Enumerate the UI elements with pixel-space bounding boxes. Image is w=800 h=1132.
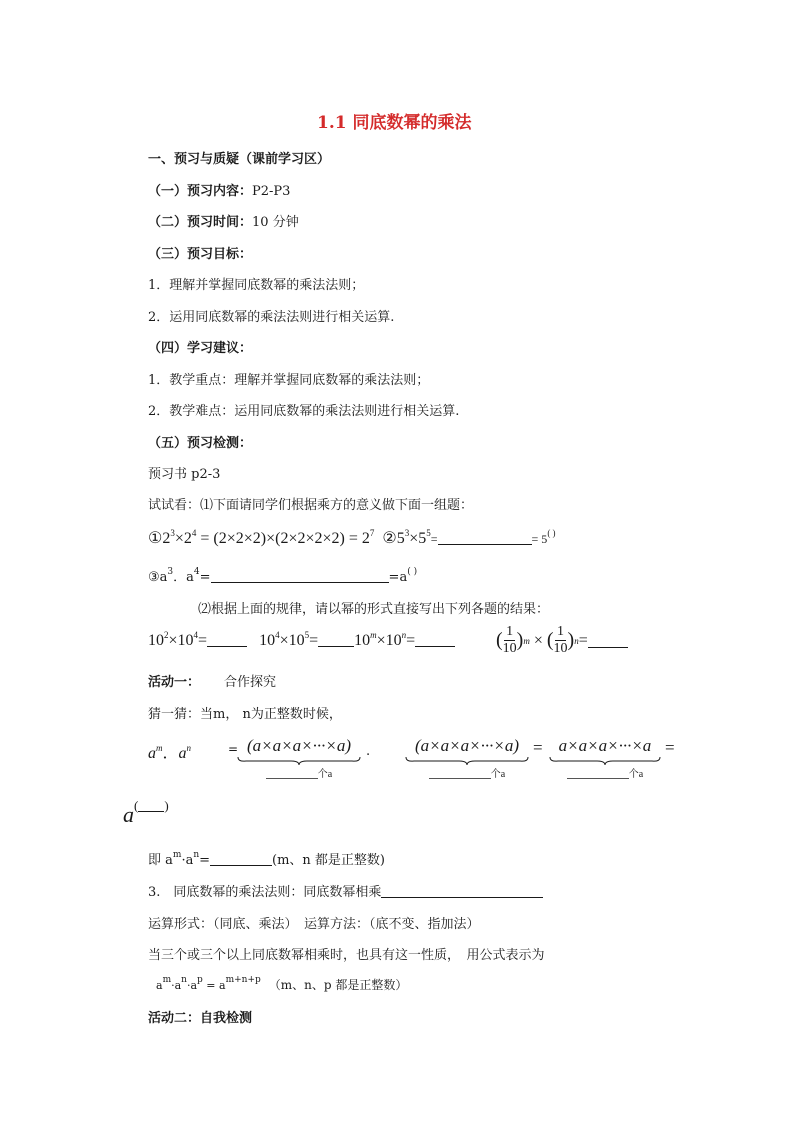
- eq4-exp: n: [186, 743, 192, 753]
- formula-result: = a: [202, 979, 226, 992]
- eq1-base: 5: [396, 530, 405, 547]
- try-instruction: 试试看：⑴下面请同学们根据乘方的意义做下面一组题：: [148, 498, 474, 513]
- eq4-base: a: [148, 745, 156, 762]
- eq1-base: 2: [162, 530, 171, 547]
- answer-blank[interactable]: [211, 568, 389, 583]
- section-heading: 一、预习与质疑（课前学习区）: [148, 152, 331, 167]
- eq3-exp: n: [401, 630, 407, 640]
- formula-base: ·a: [171, 979, 182, 992]
- activity-1-title: 合作探究: [224, 675, 277, 690]
- fraction: [503, 624, 517, 657]
- goal-1: 1．理解并掌握同底数幂的乘法法则；: [148, 278, 365, 293]
- eq1-result: = 5: [531, 532, 548, 546]
- multiplication-law: [148, 881, 543, 900]
- count-unit: 个a: [317, 769, 333, 780]
- count-label: [236, 765, 362, 780]
- product-expression: a×a×a×···×a: [558, 736, 652, 755]
- answer-blank[interactable]: [318, 632, 354, 647]
- eq2-equals: =: [199, 570, 211, 585]
- product-expression: (a×a×a×···×a): [247, 736, 351, 755]
- fraction-denominator: 10: [502, 641, 517, 656]
- formula-exp: n: [181, 975, 187, 985]
- eq1-exp: 4: [191, 528, 197, 538]
- product-expression: (a×a×a×···×a): [415, 736, 519, 755]
- eq1-op: ×: [174, 530, 184, 547]
- underbrace-icon: [404, 756, 530, 765]
- eq1-exp: 3: [170, 528, 175, 538]
- eq3-op: ×10: [168, 632, 194, 649]
- eq3-exp: 5: [304, 630, 310, 640]
- answer-blank[interactable]: [415, 632, 455, 647]
- preview-time: [148, 211, 299, 230]
- eq4-exp: m: [156, 743, 163, 753]
- times-sign: ×: [533, 631, 543, 649]
- eq1-exp: 5: [426, 528, 431, 538]
- circled-1: ①: [148, 530, 163, 547]
- left-paren: (: [546, 629, 554, 651]
- preview-time-value: 10 分钟: [252, 215, 299, 230]
- exponent-blank[interactable]: [138, 801, 164, 812]
- equation-3: [148, 632, 455, 650]
- exponent-blank: ( ): [407, 567, 418, 577]
- eq2-base: ．a: [173, 570, 194, 585]
- eq2-exp: 3: [167, 567, 174, 577]
- eq2-base: ③a: [148, 570, 168, 585]
- page-title: 1.1 同底数幂的乘法: [317, 113, 472, 133]
- result-note: (m、n 都是正整数): [272, 853, 386, 868]
- preview-time-label: （二）预习时间：: [148, 215, 253, 230]
- preview-goal-label: （三）预习目标：: [148, 247, 253, 262]
- preview-content-value: P2-P3: [252, 184, 291, 199]
- eq1-exp: 3: [404, 528, 410, 538]
- grouped-product-3: [548, 736, 662, 782]
- underbrace-icon: [236, 756, 362, 765]
- eq2-result: =a: [388, 570, 408, 585]
- equation-1: [148, 528, 556, 548]
- eq3-exp: m: [370, 630, 377, 640]
- exponent-blank: ( ): [547, 528, 556, 538]
- eq3-equals: =: [406, 632, 416, 649]
- eq3-equals: =: [198, 632, 208, 649]
- eq3-base: 10: [148, 632, 164, 649]
- eq3-equals: =: [578, 631, 588, 649]
- rule-instruction: ⑵根据上面的规律，请以幂的形式直接写出下列各题的结果：: [198, 602, 550, 617]
- study-advice-label: （四）学习建议：: [148, 341, 253, 356]
- formula-exp: m+n+p: [225, 975, 261, 985]
- exponent-paren: ( ): [134, 798, 169, 813]
- eq3-op: ×10: [279, 632, 305, 649]
- count-blank[interactable]: [266, 768, 318, 779]
- guess-prompt: 猜一猜：当m， n为正整数时候，: [148, 707, 342, 722]
- eq4-equals: =: [533, 738, 543, 757]
- eq3-exp: 2: [164, 630, 169, 640]
- grouped-product-2: [404, 736, 530, 782]
- eq1-base: 5: [418, 530, 427, 547]
- eq3-exp: 4: [193, 630, 199, 640]
- count-blank[interactable]: [567, 768, 629, 779]
- advice-1: 1．教学重点：理解并掌握同底数幂的乘法法则；: [148, 373, 430, 388]
- underbrace-group: [548, 736, 662, 780]
- grouped-product-1: [236, 736, 362, 782]
- circled-2: ②: [382, 530, 397, 547]
- advice-2: 2．教学难点：运用同底数幂的乘法法则进行相关运算.: [148, 404, 460, 419]
- eq3-base: 10: [354, 632, 371, 649]
- formula-exp: p: [197, 975, 203, 985]
- count-label: [548, 765, 662, 780]
- eq3-exp: 4: [275, 630, 280, 640]
- formula-base: ·a: [186, 979, 198, 992]
- activity-1: [148, 671, 276, 690]
- fraction-numerator: 1: [557, 624, 565, 639]
- operation-form: 运算形式：（同底、乘法） 运算方法：（底不变、指加法）: [148, 917, 480, 932]
- fraction-denominator: 10: [553, 641, 568, 656]
- fraction: [554, 624, 568, 657]
- eq1-equals: =: [430, 532, 438, 546]
- answer-blank[interactable]: [438, 530, 532, 545]
- eq1-rhs: = (2×2×2)×(2×2×2×2) = 2: [200, 530, 370, 547]
- answer-blank[interactable]: [381, 883, 543, 898]
- result-exp: n: [193, 850, 200, 860]
- activity-1-label: 活动一：: [148, 675, 201, 690]
- formula-base: a: [156, 979, 163, 992]
- result-equals: =: [199, 853, 211, 868]
- eq3-op: ×10: [376, 632, 402, 649]
- answer-blank[interactable]: [210, 851, 272, 866]
- eq1-op: ×: [409, 530, 419, 547]
- goal-2: 2．运用同底数幂的乘法法则进行相关运算.: [148, 310, 395, 325]
- equation-2: [148, 566, 417, 585]
- left-paren: (: [496, 629, 503, 651]
- eq4-equals: =: [665, 738, 675, 757]
- underbrace-group: [236, 736, 362, 780]
- right-paren: ): [516, 629, 524, 651]
- underbrace-group: [404, 736, 530, 780]
- eq1-base: 2: [183, 530, 192, 547]
- eq4-dot: ．: [162, 745, 179, 762]
- book-reference: 预习书 p2-3: [148, 467, 221, 482]
- eq2-exp: 4: [193, 567, 200, 577]
- formula-exp: m: [162, 975, 172, 985]
- preview-content: [148, 180, 290, 199]
- activity-2-heading: 活动二：自我检测: [148, 1011, 253, 1026]
- count-label: [404, 765, 530, 780]
- eq3-equals: =: [309, 632, 319, 649]
- answer-blank[interactable]: [588, 633, 628, 648]
- equation-4-left: [148, 740, 191, 763]
- count-unit: 个a: [490, 769, 506, 780]
- eq1-exp: 7: [369, 528, 375, 538]
- result-exp: m: [172, 850, 182, 860]
- result-base: 即 a: [148, 853, 173, 868]
- formula-note: （m、n、p 都是正整数）: [268, 978, 408, 992]
- equation-5: [123, 798, 169, 828]
- equation-3-fractions: ( $\frac{1}{10}$ ) m × ( $\frac{1}{10}$ ) n =: [496, 624, 628, 657]
- answer-blank[interactable]: [207, 632, 247, 647]
- eq4-base: a: [178, 745, 187, 762]
- eq4-equals: =: [228, 742, 239, 756]
- preview-content-label: （一）预习内容：: [148, 184, 253, 199]
- underbrace-icon: [548, 756, 662, 765]
- preview-check-label: （五）预习检测：: [148, 436, 253, 451]
- eq3-base: 10: [259, 632, 276, 649]
- law-text: 3. 同底数幂的乘法法则：同底数幂相乘: [148, 885, 382, 900]
- result-line: [148, 849, 385, 868]
- three-factors-text: 当三个或三个以上同底数幂相乘时，也具有这一性质， 用公式表示为: [148, 948, 545, 963]
- right-paren: ): [567, 629, 575, 651]
- general-formula: [156, 976, 407, 993]
- fraction-numerator: 1: [506, 624, 514, 639]
- result-base: ·a: [181, 853, 194, 868]
- count-blank[interactable]: [429, 768, 491, 779]
- eq5-base: a: [123, 802, 134, 827]
- eq4-dot2: .: [366, 744, 371, 759]
- count-unit: 个a: [628, 769, 644, 780]
